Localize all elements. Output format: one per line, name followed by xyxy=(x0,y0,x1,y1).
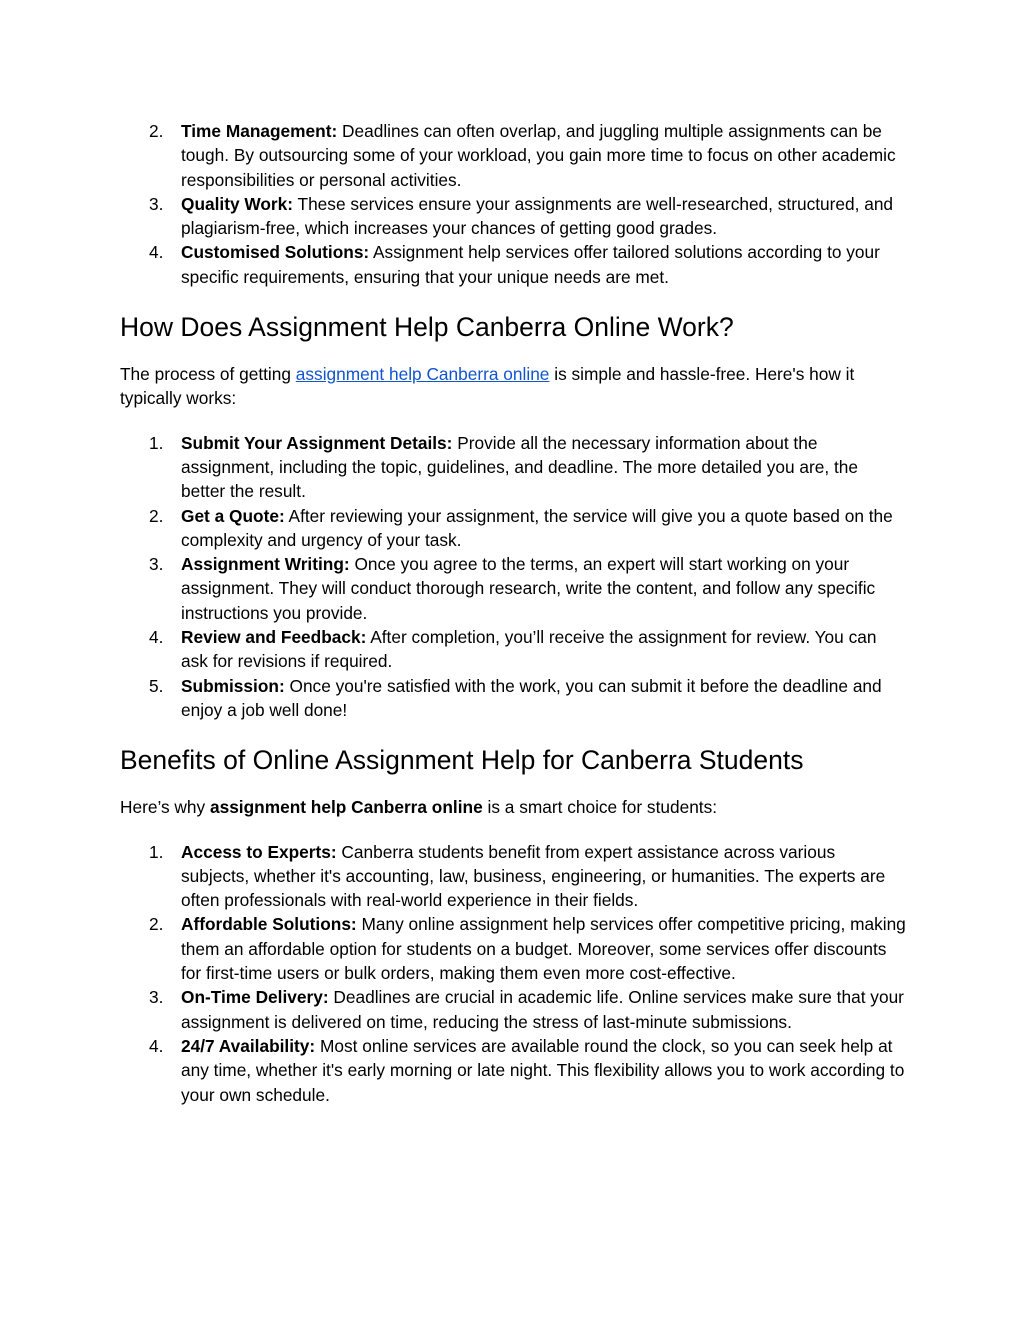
list-item xyxy=(120,119,906,192)
list-item xyxy=(120,504,906,553)
list-item-text: Canberra students benefit from expert assistance across various subjects, whether it's accounting, law, business, engineering, or humanities. The experts are often professionals with real-world experience in their fields. xyxy=(181,841,886,911)
list-item-text: Assignment help services offer tailored solutions according to your specific requirements, ensuring that your unique needs are met. xyxy=(181,242,880,287)
list-item-title: Assignment Writing: xyxy=(181,554,350,575)
benefits-list-continued xyxy=(120,119,906,289)
list-number: 4. xyxy=(149,242,164,263)
list-item-title: Get a Quote: xyxy=(181,505,285,526)
intro-bold-text: assignment help Canberra online xyxy=(209,797,483,818)
intro-text: is simple and hassle-free. Here's how it typically works: xyxy=(120,364,855,409)
section-heading-benefits: Benefits of Online Assignment Help for Canberra Students xyxy=(120,745,804,776)
list-number: 2. xyxy=(149,121,164,141)
list-item-title: On-Time Delivery: xyxy=(181,987,329,1008)
list-item-title: Customised Solutions: xyxy=(181,242,370,263)
list-item-title: Access to Experts: xyxy=(181,841,337,862)
intro-text: is a smart choice for students: xyxy=(482,797,718,818)
list-number: 4. xyxy=(149,627,164,648)
assignment-help-link[interactable]: assignment help Canberra online xyxy=(295,364,550,385)
list-item-title: Submission: xyxy=(181,675,285,696)
intro-text: The process of getting xyxy=(120,364,296,385)
list-number: 4. xyxy=(149,1035,164,1056)
list-item-text: Deadlines are crucial in academic life. Online services make sure that your assignment is delivered on time, reducing the stress of last-minute submissions. xyxy=(181,987,904,1032)
list-item xyxy=(120,192,906,241)
list-item-text: Once you agree to the terms, an expert will start working on your assignment. They will conduct thorough research, write the content, and follow any specific instructions you provide. xyxy=(181,554,876,623)
list-item-title: Quality Work: xyxy=(181,193,294,214)
list-number: 2. xyxy=(149,505,164,526)
list-number: 3. xyxy=(149,193,164,214)
list-item-text: Deadlines can often overlap, and juggling multiple assignments can be tough. By outsourcing some of your workload, you gain more time to focus on other academic responsibilities or personal activities. xyxy=(181,121,896,190)
section-intro-paragraph xyxy=(120,795,906,819)
list-item xyxy=(120,552,906,625)
intro-text: Here’s why xyxy=(120,797,210,818)
list-item xyxy=(120,985,906,1034)
list-number: 3. xyxy=(149,987,164,1008)
list-item xyxy=(120,674,906,723)
list-item-title: Submit Your Assignment Details: xyxy=(181,432,453,453)
list-item-text: After completion, you’ll receive the assignment for review. You can ask for revisions if required. xyxy=(181,627,877,672)
list-item-title: Review and Feedback: xyxy=(181,627,367,648)
list-item-text: Provide all the necessary information about the assignment, including the topic, guidelines, and deadline. The more detailed you are, the better the result. xyxy=(181,432,858,502)
list-item-title: 24/7 Availability: xyxy=(181,1035,316,1056)
list-item xyxy=(120,431,906,504)
benefits-list xyxy=(120,840,906,1107)
list-item-text: These services ensure your assignments are well-researched, structured, and plagiarism-free, which increases your chances of getting good grades. xyxy=(181,193,894,239)
list-item xyxy=(120,240,906,289)
list-item-text: Many online assignment help services offer competitive pricing, making them an affordable option for students on a budget. Moreover, some services offer discounts for first-time users or bulk orders, making them even more cost-effective. xyxy=(181,914,906,984)
list-item xyxy=(120,840,906,913)
list-number: 1. xyxy=(149,841,164,862)
list-item xyxy=(120,912,906,985)
document-content xyxy=(120,119,906,1107)
section-heading-how-it-works: How Does Assignment Help Canberra Online Work? xyxy=(120,312,734,343)
list-item-text: Once you're satisfied with the work, you can submit it before the deadline and enjoy a job well done! xyxy=(181,675,882,720)
list-item-title: Affordable Solutions: xyxy=(181,914,357,935)
list-number: 2. xyxy=(149,914,164,935)
list-number: 3. xyxy=(149,554,164,575)
section-intro-paragraph xyxy=(120,362,906,411)
list-item-text: After reviewing your assignment, the service will give you a quote based on the complexity and urgency of your task. xyxy=(181,505,893,550)
list-item xyxy=(120,625,906,674)
list-number: 1. xyxy=(149,432,164,453)
list-item-text: Most online services are available round the clock, so you can seek help at any time, whether it's early morning or late night. This flexibility allows you to work according to your own schedule. xyxy=(181,1035,905,1105)
list-number: 5. xyxy=(149,675,164,696)
process-steps-list xyxy=(120,431,906,723)
list-item xyxy=(120,1034,906,1107)
list-item-title: Time Management: xyxy=(181,121,338,141)
